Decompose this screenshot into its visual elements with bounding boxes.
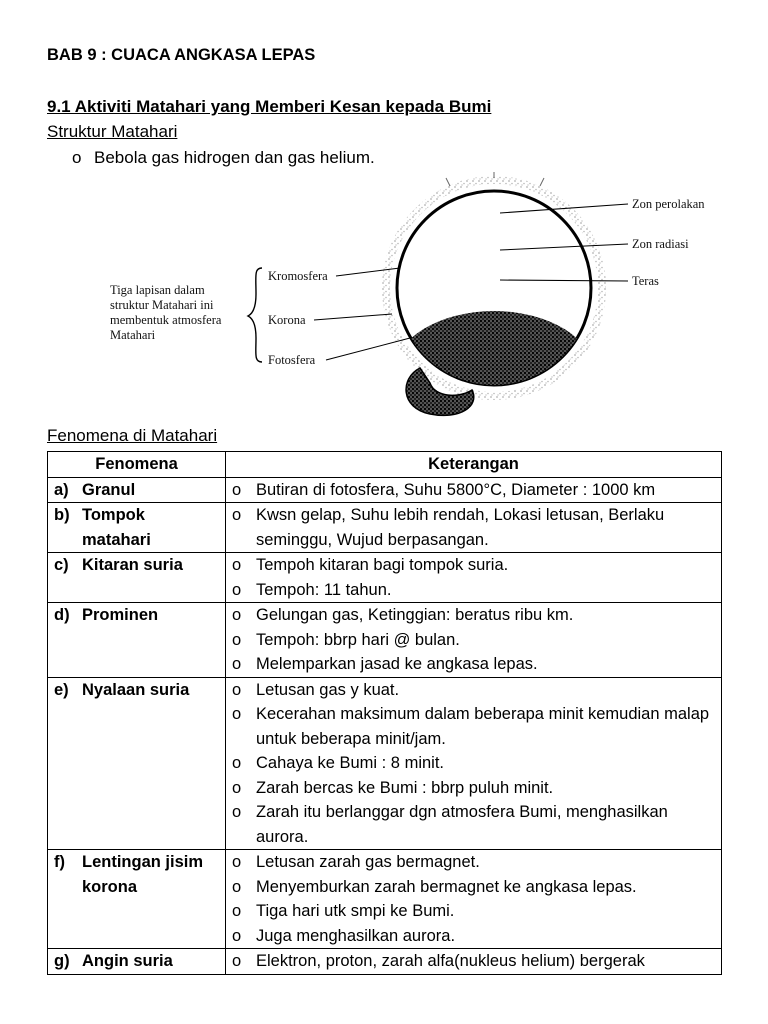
keterangan-item (230, 899, 717, 924)
label-kromosfera: Kromosfera (268, 269, 328, 283)
fenomena-name (52, 949, 221, 974)
row-letter: f) (54, 853, 65, 871)
keterangan-item (230, 553, 717, 578)
keterangan-text: Letusan zarah gas bermagnet. (256, 853, 480, 871)
fenomena-cell (48, 603, 226, 678)
keterangan-text: Zarah itu berlanggar dgn atmosfera Bumi, menghasilkan aurora. (256, 803, 668, 846)
subheading-struktur: Struktur Matahari (47, 122, 178, 141)
fenomena-name (52, 850, 221, 899)
row-letter: g) (54, 952, 70, 970)
keterangan-text: Tiga hari utk smpi ke Bumi. (256, 902, 455, 920)
caption-line-1: Tiga lapisan dalam (110, 283, 205, 297)
row-letter: a) (54, 480, 69, 499)
bullet-marker: o (232, 803, 242, 821)
keterangan-item (230, 850, 717, 875)
keterangan-cell (226, 553, 722, 603)
intro-bullet (72, 148, 375, 168)
fenomena-name-line: Tompok (82, 506, 145, 524)
fenomena-name (52, 678, 221, 703)
keterangan-item (230, 628, 717, 653)
fenomena-name-text (82, 603, 158, 628)
bullet-marker: o (232, 556, 242, 574)
keterangan-text: Melemparkan jasad ke angkasa lepas. (256, 655, 538, 673)
keterangan-cell (226, 949, 722, 975)
fenomena-name-text (82, 503, 151, 552)
fenomena-name-text (82, 553, 183, 578)
keterangan-item (230, 702, 717, 751)
table-row (48, 477, 722, 503)
keterangan-cell (226, 850, 722, 949)
keterangan-text: Tempoh: bbrp hari @ bulan. (256, 630, 460, 649)
keterangan-text: Butiran di fotosfera, Suhu 5800°C, Diameter : 1000 km (256, 480, 656, 499)
keterangan-cell (226, 603, 722, 678)
bullet-marker: o (72, 148, 82, 167)
keterangan-item (230, 578, 717, 603)
keterangan-text: Menyemburkan zarah bermagnet ke angkasa lepas. (256, 877, 637, 896)
label-korona: Korona (268, 313, 306, 327)
header-fenomena: Fenomena (48, 452, 226, 478)
keterangan-text: Kwsn gelap, Suhu lebih rendah, Lokasi letusan, Berlaku seminggu, Wujud berpasangan. (256, 506, 665, 549)
intro-bullet-text: Bebola gas hidrogen dan gas helium. (94, 148, 375, 167)
keterangan-item (230, 503, 717, 552)
table-row (48, 677, 722, 850)
bullet-marker: o (232, 877, 242, 896)
fenomena-cell (48, 553, 226, 603)
fenomena-cell (48, 949, 226, 975)
keterangan-text: Letusan gas y kuat. (256, 680, 400, 699)
table-heading: Fenomena di Matahari (47, 426, 218, 445)
sun-structure-diagram (100, 168, 740, 424)
bracket (248, 268, 262, 362)
fenomena-cell (48, 850, 226, 949)
table-row (48, 553, 722, 603)
keterangan-item (230, 924, 717, 949)
keterangan-cell (226, 503, 722, 553)
fenomena-name-text (82, 478, 135, 503)
fenomena-name (52, 478, 221, 503)
bullet-marker: o (232, 630, 242, 649)
chapter-title: BAB 9 : CUACA ANGKASA LEPAS (47, 46, 316, 64)
keterangan-text: Zarah bercas ke Bumi : bbrp puluh minit. (256, 778, 554, 797)
bullet-marker: o (232, 480, 242, 499)
keterangan-item (230, 603, 717, 628)
keterangan-text: Cahaya ke Bumi : 8 minit. (256, 754, 444, 772)
table-row (48, 503, 722, 553)
bullet-marker: o (232, 853, 242, 871)
label-teras: Teras (632, 274, 659, 288)
bullet-marker: o (232, 926, 242, 945)
bullet-marker: o (232, 705, 242, 723)
row-letter: e) (54, 680, 69, 699)
keterangan-text: Tempoh kitaran bagi tompok suria. (256, 556, 509, 574)
bullet-marker: o (232, 580, 242, 599)
fenomena-name-text (82, 850, 203, 899)
fenomena-name (52, 603, 221, 628)
fenomena-name-text (82, 678, 189, 703)
svg-text:Tiga lapisan dalam struk (110, 283, 225, 342)
bullet-marker: o (232, 902, 242, 920)
keterangan-cell (226, 677, 722, 850)
fenomena-name-line: Nyalaan suria (82, 680, 190, 699)
keterangan-item (230, 800, 717, 849)
bullet-marker: o (232, 778, 242, 797)
fenomena-name-line: Prominen (82, 606, 159, 624)
keterangan-cell (226, 477, 722, 503)
caption-line-4: Matahari (110, 328, 156, 342)
fenomena-name-line: Kitaran suria (82, 556, 183, 574)
keterangan-item (230, 751, 717, 776)
keterangan-text: Elektron, proton, zarah alfa(nukleus helium) bergerak (256, 952, 645, 970)
keterangan-text: Gelungan gas, Ketinggian: beratus ribu km. (256, 606, 574, 624)
bullet-marker: o (232, 952, 242, 970)
bullet-marker: o (232, 506, 242, 524)
fenomena-name-text (82, 949, 173, 974)
row-letter: b) (54, 506, 70, 524)
keterangan-item (230, 949, 717, 974)
label-fotosfera: Fotosfera (268, 353, 316, 367)
fenomena-name-line: Angin suria (82, 952, 173, 970)
phenomena-table (47, 451, 722, 975)
keterangan-item (230, 678, 717, 703)
label-zon-radiasi: Zon radiasi (632, 237, 689, 251)
fenomena-name-line: korona (82, 877, 138, 896)
fenomena-name (52, 503, 221, 552)
fenomena-cell (48, 477, 226, 503)
keterangan-text: Juga menghasilkan aurora. (256, 926, 456, 945)
table-row (48, 850, 722, 949)
keterangan-text: Tempoh: 11 tahun. (256, 580, 392, 599)
table-row (48, 603, 722, 678)
keterangan-item (230, 652, 717, 677)
table-row (48, 949, 722, 975)
fenomena-cell (48, 503, 226, 553)
fenomena-name-line: Lentingan jisim (82, 853, 204, 871)
caption-line-3: membentuk atmosfera (110, 313, 222, 327)
bullet-marker: o (232, 754, 242, 772)
keterangan-item (230, 478, 717, 503)
header-keterangan: Keterangan (226, 452, 722, 478)
keterangan-text: Kecerahan maksimum dalam beberapa minit kemudian malap untuk beberapa minit/jam. (256, 705, 710, 748)
keterangan-item (230, 875, 717, 900)
caption-line-2: struktur Matahari ini (110, 298, 214, 312)
bullet-marker: o (232, 680, 242, 699)
label-zon-perolakan: Zon perolakan (632, 197, 705, 211)
fenomena-cell (48, 677, 226, 850)
fenomena-name-line: matahari (82, 530, 151, 549)
fenomena-name (52, 553, 221, 578)
keterangan-item (230, 776, 717, 801)
table-header-row (48, 452, 722, 478)
fenomena-name-line: Granul (82, 480, 136, 499)
bullet-marker: o (232, 655, 242, 673)
bullet-marker: o (232, 606, 242, 624)
row-letter: d) (54, 606, 70, 624)
section-title: 9.1 Aktiviti Matahari yang Memberi Kesan kepada Bumi (47, 97, 492, 116)
row-letter: c) (54, 556, 69, 574)
